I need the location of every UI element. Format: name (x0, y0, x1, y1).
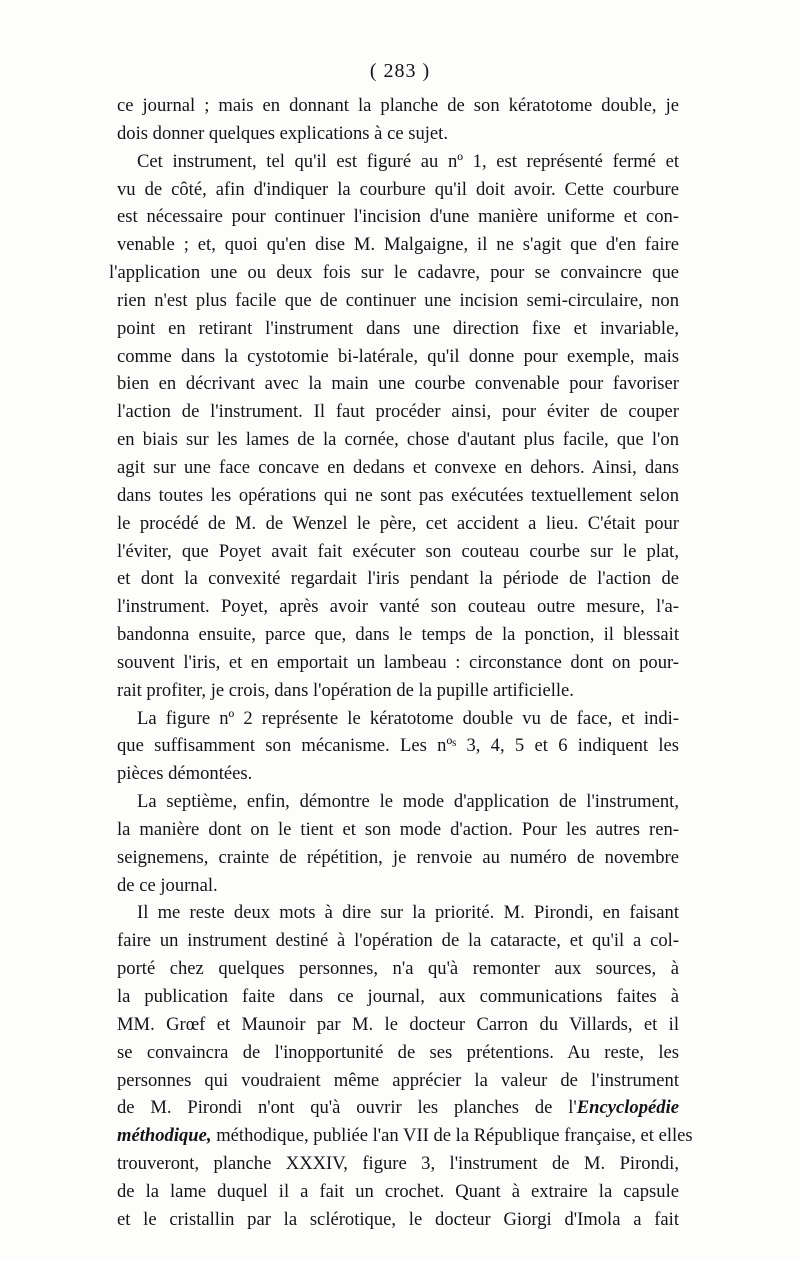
text-line: MM. Grœf et Maunoir par M. le docteur Carron du Villards, et il (117, 1013, 679, 1035)
text-line: et dont la convexité regardait l'iris pendant la période de l'action de (117, 568, 679, 590)
text-line: rien n'est plus facile que de continuer une incision semi-circulaire, non (117, 289, 679, 311)
text-line: faire un instrument destiné à l'opération de la cataracte, et qu'il a col- (117, 930, 679, 952)
paragraph-start-line: La septième, enfin, démontre le mode d'application de l'instrument, (137, 791, 679, 813)
page-number: ( 283 ) (369, 60, 431, 82)
text-line: rait profiter, je crois, dans l'opération de la pupille artificielle. (117, 679, 574, 701)
text-line: l'instrument. Poyet, après avoir vanté son couteau outre mesure, l'a- (117, 596, 679, 618)
text-line: porté chez quelques personnes, n'a qu'à remonter aux sources, à (117, 958, 679, 980)
text-line: trouveront, planche XXXIV, figure 3, l'instrument de M. Pirondi, (117, 1153, 679, 1175)
text-line: bandonna ensuite, parce que, dans le temps de la ponction, il blessait (117, 624, 679, 646)
text-line: point en retirant l'instrument dans une direction fixe et invariable, (117, 317, 679, 339)
paragraph-start-line: La figure nº 2 représente le kératotome double vu de face, et indi- (137, 707, 679, 729)
text-line: dois donner quelques explications à ce sujet. (117, 122, 448, 144)
text-line: que suffisamment son mécanisme. Les nºˢ 3, 4, 5 et 6 indiquent les (117, 735, 679, 757)
text-line: dans toutes les opérations qui ne sont pas exécutées textuellement selon (117, 484, 679, 506)
text-line: est nécessaire pour continuer l'incision d'une manière uniforme et con- (117, 206, 679, 228)
text-line: en biais sur les lames de la cornée, chose d'autant plus facile, que l'on (117, 429, 679, 451)
paragraph-start-line: Il me reste deux mots à dire sur la priorité. M. Pirondi, en faisant (137, 902, 679, 924)
text-line: la publication faite dans ce journal, aux communications faites à (117, 986, 679, 1007)
text-line: bien en décrivant avec la main une courbe convenable pour favoriser (117, 373, 679, 395)
text-line: le procédé de M. de Wenzel le père, cet accident a lieu. C'était pour (117, 512, 679, 534)
body-text (109, 92, 693, 1234)
text-line: souvent l'iris, et en emportait un lambeau : circonstance dont on pour- (117, 651, 679, 673)
text-line: comme dans la cystotomie bi-latérale, qu'il donne pour exemple, mais (117, 345, 679, 367)
text-line-with-title (117, 1094, 679, 1122)
text-fragment: méthodique, publiée l'an VII de la République française, et elles (216, 1125, 693, 1147)
text-line: pièces démontées. (117, 763, 253, 785)
italic-title-encyclopedie: Encyclopédie (576, 1097, 679, 1119)
text-line: agit sur une face concave en dedans et convexe en dehors. Ainsi, dans (117, 456, 679, 478)
text-line: la manière dont on le tient et son mode d'action. Pour les autres ren- (117, 818, 679, 840)
italic-title-methodique: méthodique, (117, 1125, 212, 1147)
text-line: de la lame duquel il a fait un crochet. Quant à extraire la capsule (117, 1180, 679, 1202)
text-line: l'action de l'instrument. Il faut procéder ainsi, pour éviter de couper (117, 401, 679, 423)
text-line: personnes qui voudraient même apprécier la valeur de l'instrument (117, 1069, 679, 1091)
text-line: vu de côté, afin d'indiquer la courbure qu'il doit avoir. Cette courbure (117, 178, 679, 200)
text-line: venable ; et, quoi qu'en dise M. Malgaigne, il ne s'agit que d'en faire (117, 234, 679, 256)
text-fragment: de M. Pirondi n'ont qu'à ouvrir les planches de l' (117, 1097, 577, 1119)
paragraph-start-line: Cet instrument, tel qu'il est figuré au nº 1, est représenté fermé et (137, 150, 679, 172)
text-line: de ce journal. (117, 874, 218, 896)
text-line: l'éviter, que Poyet avait fait exécuter son couteau courbe sur le plat, (117, 540, 679, 562)
text-line-with-title (117, 1122, 693, 1150)
text-line: seignemens, crainte de répétition, je renvoie au numéro de novembre (117, 846, 679, 868)
text-line: et le cristallin par la sclérotique, le docteur Giorgi d'Imola a fait (117, 1208, 679, 1230)
text-line: ce journal ; mais en donnant la planche de son kératotome double, je (117, 95, 679, 116)
text-line: l'application une ou deux fois sur le cadavre, pour se convaincre que (109, 262, 679, 284)
text-line: se convaincra de l'inopportunité de ses prétentions. Au reste, les (117, 1041, 679, 1063)
